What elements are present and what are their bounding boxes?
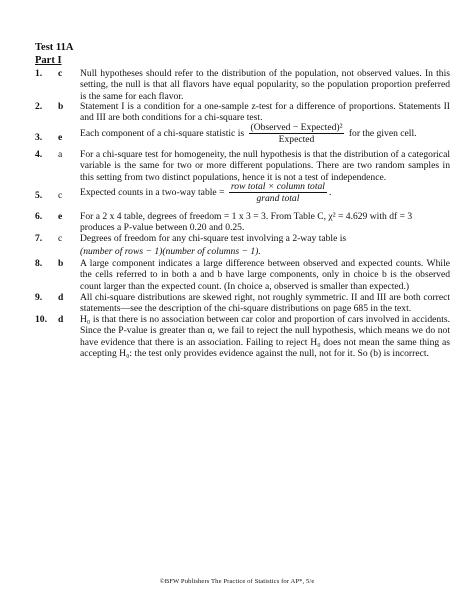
item-answer-letter: c xyxy=(58,68,63,79)
item-answer-letter: c xyxy=(58,233,63,244)
item-explanation xyxy=(80,233,450,258)
item-explanation xyxy=(80,181,450,205)
item-answer-letter: d xyxy=(58,314,64,325)
item-number: 7. xyxy=(35,233,43,244)
item-number: 5. xyxy=(35,190,43,201)
item-answer-letter: b xyxy=(58,258,64,269)
item-answer-letter: e xyxy=(58,211,63,222)
item-number: 10. xyxy=(35,314,47,325)
item-explanation: H₀ is that there is no association between car color and proportion of cars involved in accidents. Since the P-value is greater than α, we fail to reject the null hypothesis, which means we do not have evidence that there is an association. Failing to reject H₀ does not mean the same thing as accepting H₀: the test only provides evidence against the null, not for it. So (b) is incorrect. xyxy=(80,314,450,359)
chi-square-component-fraction xyxy=(249,122,345,146)
item-explanation: Statement I is a condition for a one-sample z-test for a difference of proportions. Statements II and III are both conditions for a chi-square test. xyxy=(80,101,450,124)
item-explanation xyxy=(80,122,450,146)
formula-trail-text: for the given cell. xyxy=(348,128,417,139)
formula-lead-text: Expected counts in a two-way table = xyxy=(80,187,225,198)
item-number: 6. xyxy=(35,211,43,222)
item-number: 4. xyxy=(35,149,43,160)
item-number: 1. xyxy=(35,68,43,79)
item-answer-letter: a xyxy=(58,149,63,160)
item-explanation: A large component indicates a large difference between observed and expected counts. While the cells referred to in both a and b have large components, only in choice b is the observed count larger than the expected count. (In choice a, observed is smaller than expected.) xyxy=(80,258,450,292)
item-explanation: All chi-square distributions are skewed right, not roughly symmetric. II and III are both correct statements—see the description of the chi-square distributions on page 685 in the text. xyxy=(80,292,450,315)
test-title: Test 11A xyxy=(35,42,74,53)
formula-trail-text: . xyxy=(328,187,332,198)
page-footer: ©BFW Publishers The Practice of Statistics for AP*, 5/e xyxy=(159,578,315,585)
item-number: 8. xyxy=(35,258,43,269)
fraction-numerator: (Observed − Expected)² xyxy=(250,122,343,133)
explanation-line-1: Degrees of freedom for any chi-square test involving a 2-way table is xyxy=(80,233,347,244)
fraction-denominator: grand total xyxy=(256,193,300,205)
item-answer-letter: d xyxy=(58,292,64,303)
fraction-denominator: Expected xyxy=(278,134,315,146)
item-explanation xyxy=(80,211,450,234)
item-number: 9. xyxy=(35,292,43,303)
item-answer-letter: b xyxy=(58,101,64,112)
item-answer-letter: e xyxy=(58,132,63,143)
part-heading: Part I xyxy=(35,55,62,66)
df-formula: (number of rows − 1)(number of columns − 1). xyxy=(80,246,261,258)
item-explanation: For a chi-square test for homogeneity, the null hypothesis is that the distribution of a categorical variable is the same for two or more different populations. There are two random samples in this setting from two distinct populations, hence it is not a test of independence. xyxy=(80,149,450,183)
item-number: 3. xyxy=(35,132,43,143)
fraction-numerator: row total × column total xyxy=(230,181,325,192)
formula-lead-text: Each component of a chi-square statistic is xyxy=(80,128,245,139)
item-number: 2. xyxy=(35,101,43,112)
item-explanation: Null hypotheses should refer to the distribution of the population, not observed values. In this setting, the null is that all flavors have equal popularity, so the population proportion preferred is the same for each flavor. xyxy=(80,68,450,102)
item-answer-letter: c xyxy=(58,190,63,201)
explanation-line-1: For a 2 x 4 table, degrees of freedom = 1 x 3 = 3. From Table C, χ² = 4.629 with df = 3 xyxy=(80,211,413,222)
explanation-line-2: produces a P-value between 0.20 and 0.25. xyxy=(80,222,245,234)
expected-count-fraction xyxy=(229,181,327,205)
